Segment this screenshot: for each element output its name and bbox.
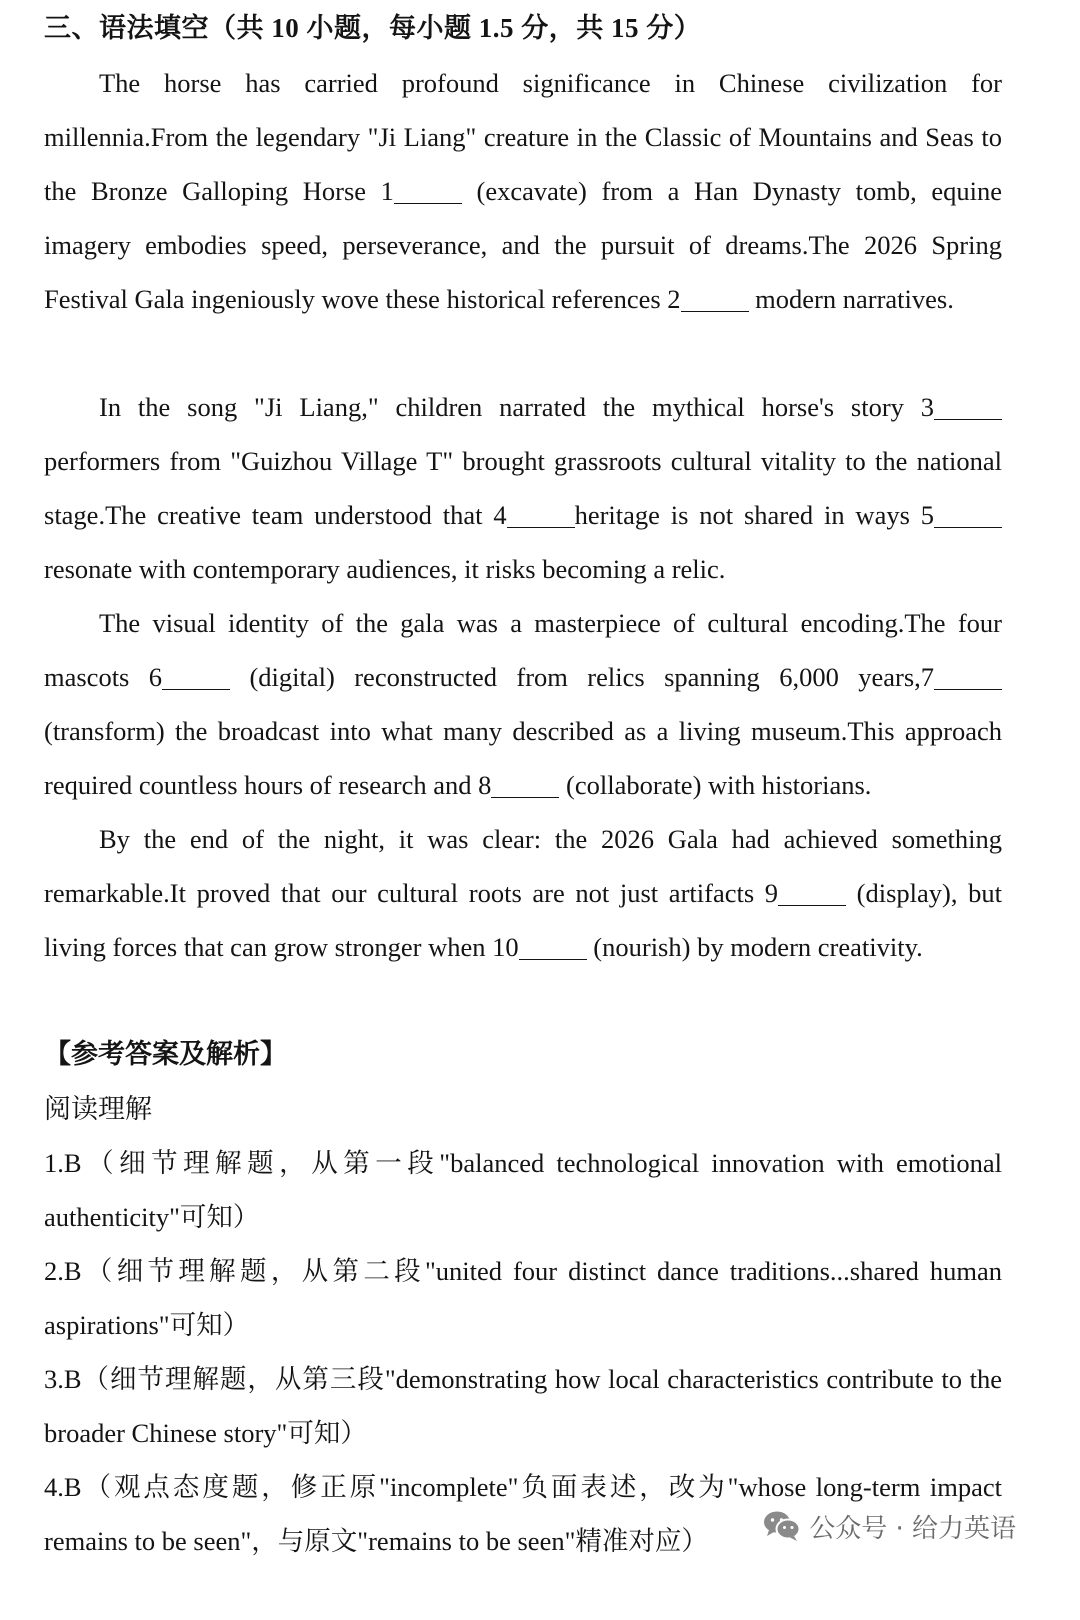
passage-text: (digital) reconstructed from relics spanning 6,000 years,7 <box>230 662 935 692</box>
passage-text: (display), but living forces that can grow stronger when 10 <box>44 878 1003 962</box>
wechat-icon <box>763 1510 801 1542</box>
answer-item: 4.B（观点态度题，修正原"incomplete"负面表述，改为"whose long-term impact remains to be seen"，与原文"remains to be seen"精准对应） <box>44 1472 1002 1556</box>
blank-10[interactable] <box>519 933 587 961</box>
passage-text: (transform) the broadcast into what many described as a living museum.This approach required countless hours of research and 8 <box>44 716 1002 800</box>
answer-item: 2.B（细节理解题，从第二段"united four distinct dance traditions...shared human aspirations"可知） <box>44 1256 1002 1340</box>
answer-list <box>44 1136 1002 1568</box>
passage-paragraph-2 <box>44 380 1002 596</box>
passage-text: heritage is not shared in ways 5 <box>574 500 934 530</box>
blank-4[interactable] <box>507 501 575 529</box>
passage-paragraph-3 <box>44 596 1002 812</box>
answer-subheading: 阅读理解 <box>44 1094 152 1124</box>
passage-text: modern narratives. <box>748 284 954 314</box>
answer-item: 1.B（细节理解题，从第一段"balanced technological innovation with emotional authenticity"可知） <box>44 1148 1002 1232</box>
blank-1[interactable] <box>394 177 462 205</box>
passage-text: The horse has carried profound significance in Chinese civilization for millennia.From the legendary "Ji Liang" creature in the Classic of Mountains and Seas to the Bronze Galloping Horse 1 <box>44 68 1002 206</box>
passage-text: By the end of the night, it was clear: the 2026 Gala had achieved something remarkable.It proved that our cultural roots are not just artifacts 9 <box>44 824 1002 908</box>
passage-text: The visual identity of the gala was a masterpiece of cultural encoding.The four mascots 6 <box>44 608 1002 692</box>
answer-heading: 【参考答案及解析】 <box>44 1039 287 1069</box>
passage-paragraph-4 <box>44 812 1002 974</box>
passage-text: performers from "Guizhou Village T" brought grassroots cultural vitality to the national stage.The creative team understood that 4 <box>44 446 1002 530</box>
watermark-text: 公众号 · 给力英语 <box>809 1513 1016 1544</box>
blank-6[interactable] <box>162 663 230 691</box>
passage-text: (collaborate) with historians. <box>559 770 872 800</box>
blank-7[interactable] <box>934 663 1002 691</box>
passage-text: resonate with contemporary audiences, it risks becoming a relic. <box>44 554 726 584</box>
passage-text: In the song "Ji Liang," children narrated the mythical horse's story 3 <box>99 392 934 422</box>
passage-paragraph-1 <box>44 56 1002 326</box>
blank-3[interactable] <box>934 393 1002 421</box>
blank-5[interactable] <box>934 501 1002 529</box>
passage-text: (nourish) by modern creativity. <box>586 932 923 962</box>
blank-8[interactable] <box>491 771 559 799</box>
answer-item: 3.B（细节理解题，从第三段"demonstrating how local characteristics contribute to the broader Chinese story"可知） <box>44 1364 1002 1448</box>
passage-text: (excavate) from a Han Dynasty tomb, equine imagery embodies speed, perseverance, and the pursuit of dreams.The 2026 Spring Festival Gala ingeniously wove these historical references 2 <box>44 176 1002 314</box>
watermark <box>763 1506 1016 1546</box>
section-title: 三、语法填空（共 10 小题，每小题 1.5 分，共 15 分） <box>44 13 702 43</box>
blank-2[interactable] <box>681 285 749 313</box>
blank-9[interactable] <box>778 879 846 907</box>
